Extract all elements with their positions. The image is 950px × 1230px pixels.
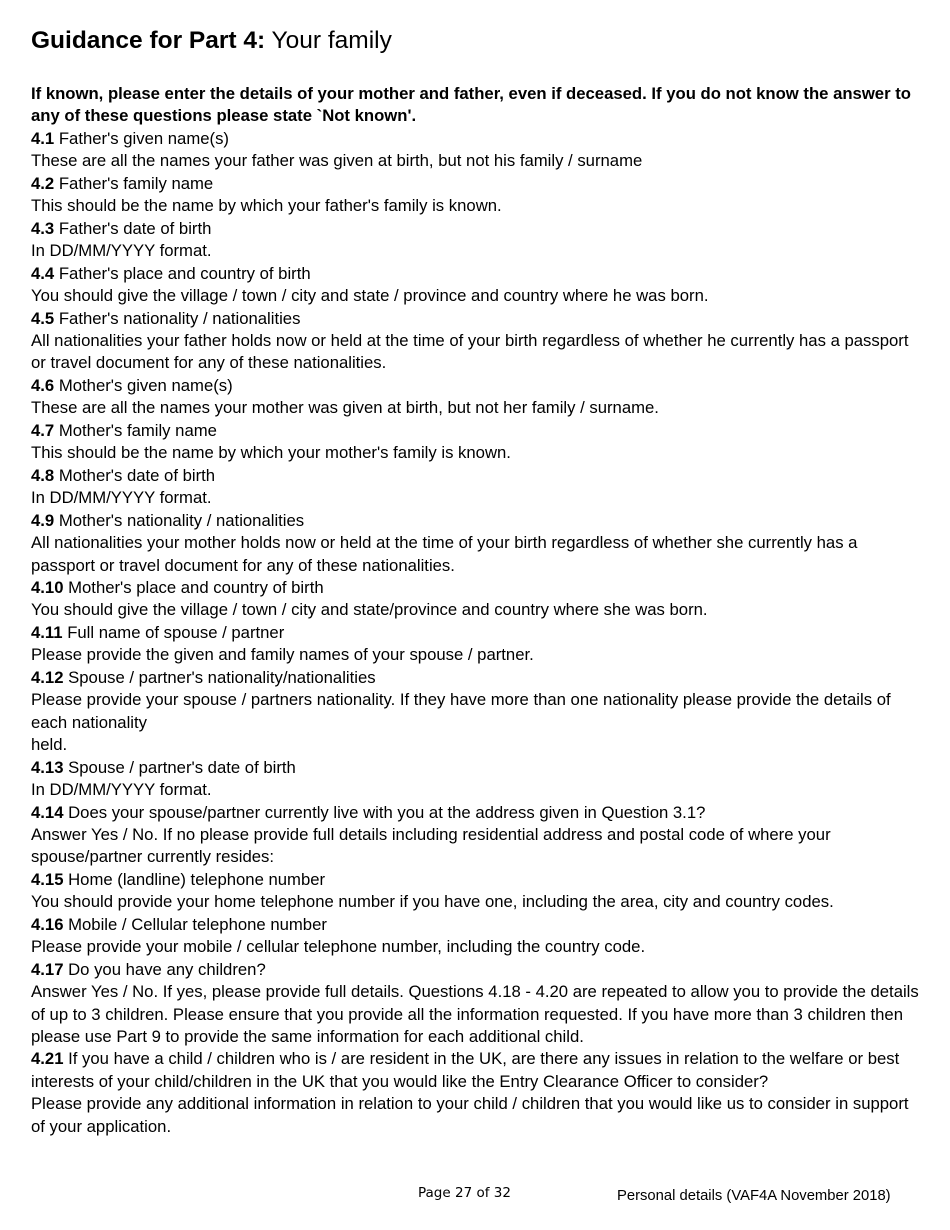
guidance-item <box>31 218 926 263</box>
question-line <box>31 128 926 150</box>
question-label: Mobile / Cellular telephone number <box>68 914 327 934</box>
guidance-item <box>31 914 926 959</box>
question-label: Father's nationality / nationalities <box>58 308 301 328</box>
question-line <box>31 218 926 240</box>
guidance-item <box>31 802 926 869</box>
question-line <box>31 173 926 195</box>
question-label: Home (landline) telephone number <box>68 869 326 889</box>
question-line <box>31 577 926 599</box>
guidance-item <box>31 375 926 420</box>
question-guidance: All nationalities your father holds now or held at the time of your birth regardless of whether he currently has a passport or travel document for any of these nationalities. <box>31 330 909 373</box>
question-label: Mother's nationality / nationalities <box>58 510 305 530</box>
question-line <box>31 308 926 330</box>
question-number: 4.7 <box>31 420 55 440</box>
guidance-item <box>31 757 926 802</box>
question-label: Mother's given name(s) <box>58 375 233 395</box>
question-guidance: In DD/MM/YYYY format. <box>31 488 212 508</box>
question-guidance: You should give the village / town / city and state/province and country where she was born. <box>31 600 708 620</box>
guidance-item <box>31 577 926 622</box>
question-number: 4.5 <box>31 308 55 328</box>
guidance-item <box>31 263 926 308</box>
question-line <box>31 757 926 779</box>
question-number: 4.15 <box>31 869 64 889</box>
question-label: Full name of spouse / partner <box>67 622 285 642</box>
question-number: 4.14 <box>31 802 64 822</box>
question-guidance: Please provide your spouse / partners nationality. If they have more than one nationality please provide the details of each nationality <box>31 690 891 732</box>
question-number: 4.9 <box>31 510 55 530</box>
guidance-item <box>31 510 926 577</box>
guidance-content <box>31 83 926 1138</box>
question-guidance: held. <box>31 735 68 755</box>
question-number: 4.12 <box>31 667 64 687</box>
guidance-item <box>31 420 926 465</box>
question-number: 4.3 <box>31 218 55 238</box>
page-title-part: Guidance for Part 4: <box>31 27 266 54</box>
question-guidance: In DD/MM/YYYY format. <box>31 241 212 261</box>
guidance-item <box>31 128 926 173</box>
question-line <box>31 263 926 285</box>
guidance-item <box>31 667 926 757</box>
guidance-item <box>31 959 926 1049</box>
question-label: Do you have any children? <box>68 959 266 979</box>
question-guidance: All nationalities your mother holds now or held at the time of your birth regardless of whether she currently has a passport or travel document for any of these nationalities. <box>31 533 858 575</box>
question-label: If you have a child / children who is / are resident in the UK, are there any issues in relation to the welfare or best interests of your child/children in the UK that you would like the Entry Clearance Officer to consider? <box>31 1049 900 1091</box>
guidance-list <box>31 128 926 1138</box>
question-number: 4.13 <box>31 757 64 777</box>
question-number: 4.21 <box>31 1049 64 1069</box>
guidance-item <box>31 173 926 218</box>
question-number: 4.10 <box>31 577 64 597</box>
question-label: Father's given name(s) <box>58 128 229 148</box>
question-line <box>31 802 926 824</box>
guidance-item <box>31 308 926 375</box>
question-line <box>31 869 926 891</box>
question-guidance: You should provide your home telephone number if you have one, including the area, city and country codes. <box>31 892 834 912</box>
intro-text: If known, please enter the details of your mother and father, even if deceased. If you do not know the answer to any of these questions please state `Not known'. <box>31 84 911 126</box>
question-guidance: This should be the name by which your father's family is known. <box>31 196 502 216</box>
question-number: 4.1 <box>31 128 55 148</box>
question-guidance: These are all the names your mother was given at birth, but not her family / surname. <box>31 398 659 418</box>
question-line <box>31 375 926 397</box>
question-label: Father's family name <box>58 173 214 193</box>
question-guidance: You should give the village / town / city and state / province and country where he was born. <box>31 286 709 306</box>
question-label: Mother's date of birth <box>58 465 216 485</box>
question-number: 4.11 <box>31 622 63 642</box>
question-line <box>31 1048 926 1093</box>
question-number: 4.16 <box>31 914 64 934</box>
question-line <box>31 510 926 532</box>
question-line <box>31 667 926 689</box>
question-guidance: Please provide any additional information in relation to your child / children that you would like us to consider in support of your application. <box>31 1094 909 1136</box>
question-line <box>31 959 926 981</box>
question-label: Spouse / partner's nationality/nationalities <box>68 667 376 687</box>
question-label: Spouse / partner's date of birth <box>68 757 296 777</box>
question-label: Mother's place and country of birth <box>68 577 324 597</box>
question-number: 4.6 <box>31 375 55 395</box>
question-guidance: Answer Yes / No. If yes, please provide full details. Questions 4.18 - 4.20 are repeated to allow you to provide the details of up to 3 children. Please ensure that you provide all the information requested. If you have more than 3 children then please use Part 9 to provide the same information for each additional child. <box>31 982 919 1047</box>
question-number: 4.8 <box>31 465 55 485</box>
question-guidance: These are all the names your father was given at birth, but not his family / surname <box>31 151 643 171</box>
question-line <box>31 622 926 644</box>
question-guidance: Answer Yes / No. If no please provide full details including residential address and postal code of where your spouse/partner currently resides: <box>31 824 831 867</box>
question-guidance: This should be the name by which your mother's family is known. <box>31 443 511 463</box>
page-number: Page 27 of 32 <box>418 1185 511 1201</box>
guidance-item <box>31 869 926 914</box>
guidance-item <box>31 465 926 510</box>
question-label: Father's date of birth <box>58 218 212 238</box>
form-reference: Personal details (VAF4A November 2018) <box>617 1188 891 1204</box>
question-line <box>31 420 926 442</box>
question-label: Father's place and country of birth <box>58 263 311 283</box>
question-number: 4.4 <box>31 263 55 283</box>
question-number: 4.17 <box>31 959 64 979</box>
page-title <box>31 26 392 56</box>
question-guidance: Please provide the given and family names of your spouse / partner. <box>31 645 534 665</box>
page-title-text: Your family <box>271 27 392 54</box>
question-label: Does your spouse/partner currently live with you at the address given in Question 3.1? <box>68 802 706 822</box>
question-label: Mother's family name <box>58 420 217 440</box>
guidance-item <box>31 622 926 667</box>
question-line <box>31 914 926 936</box>
question-guidance: In DD/MM/YYYY format. <box>31 780 212 800</box>
question-line <box>31 465 926 487</box>
question-guidance: Please provide your mobile / cellular telephone number, including the country code. <box>31 937 646 957</box>
guidance-item <box>31 1048 926 1138</box>
question-number: 4.2 <box>31 173 55 193</box>
